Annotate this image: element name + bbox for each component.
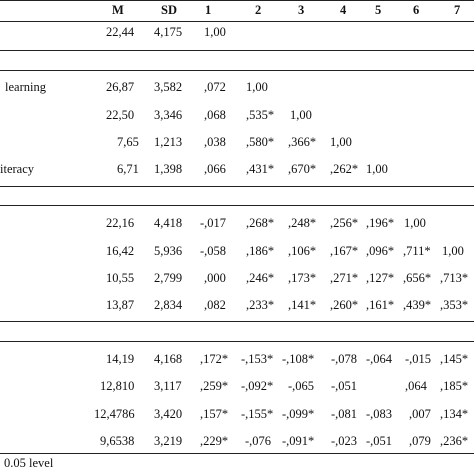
- cell-mean: 13,87: [106, 298, 135, 312]
- cell-corr-6: ,656*: [403, 271, 432, 285]
- cell-corr-3: ,106*: [288, 244, 317, 258]
- col-header-m: M: [112, 3, 124, 17]
- cell-mean: 22,16: [106, 216, 135, 230]
- cell-corr-4: -,078: [331, 352, 358, 366]
- cell-corr-2: ,268*: [246, 216, 275, 230]
- cell-corr-2: -,153*: [241, 352, 274, 366]
- cell-mean: 7,65: [117, 135, 139, 149]
- cell-corr-3: ,141*: [288, 298, 317, 312]
- cell-corr-4: ,271*: [330, 271, 359, 285]
- cell-corr-6: ,079: [409, 434, 431, 448]
- cell-corr-1: -,058: [200, 244, 227, 258]
- cell-sd: 1,398: [154, 162, 183, 176]
- cell-corr-3: 1,00: [290, 108, 312, 122]
- table-row: [0, 241, 474, 261]
- cell-corr-5: ,127*: [366, 271, 395, 285]
- cell-mean: 12,4786: [94, 407, 135, 421]
- section-rule: [0, 186, 474, 187]
- cell-sd: 2,799: [154, 271, 183, 285]
- cell-mean: 9,6538: [100, 434, 135, 448]
- cell-sd: 3,582: [154, 80, 183, 94]
- section-rule: [0, 50, 474, 51]
- cell-corr-6: 1,00: [404, 216, 426, 230]
- cell-corr-5: -,064: [366, 352, 393, 366]
- section-rule: [0, 341, 474, 342]
- cell-corr-2: ,186*: [246, 244, 275, 258]
- cell-corr-1: ,157*: [200, 407, 229, 421]
- cell-sd: 5,936: [154, 244, 183, 258]
- cell-corr-3: -,108*: [282, 352, 315, 366]
- cell-corr-2: ,246*: [246, 271, 275, 285]
- cell-corr-1: ,229*: [200, 434, 229, 448]
- cell-corr-4: -,081: [331, 407, 358, 421]
- cell-mean: 22,50: [106, 108, 135, 122]
- cell-corr-5: ,064: [405, 379, 427, 393]
- cell-corr-2: 1,00: [246, 80, 268, 94]
- col-header-4: 4: [340, 3, 347, 17]
- cell-corr-1: ,082: [204, 298, 226, 312]
- section-rule: [0, 205, 474, 206]
- cell-corr-7: ,236*: [440, 434, 469, 448]
- table-row: [0, 268, 474, 288]
- footnote: 0.05 level: [4, 456, 54, 470]
- table-header-row: [0, 0, 474, 20]
- cell-corr-7: ,353*: [440, 298, 469, 312]
- cell-corr-4: ,262*: [330, 162, 359, 176]
- cell-corr-5: -,051: [366, 434, 393, 448]
- cell-mean: 26,87: [106, 80, 135, 94]
- cell-corr-2: ,431*: [246, 162, 275, 176]
- col-header-6: 6: [413, 3, 420, 17]
- col-header-7: 7: [454, 3, 461, 17]
- cell-corr-7: ,134*: [440, 407, 469, 421]
- cell-corr-2: ,535*: [246, 108, 275, 122]
- cell-corr-3: ,366*: [288, 135, 317, 149]
- cell-sd: 4,175: [154, 25, 183, 39]
- bottom-rule: [0, 453, 474, 454]
- cell-sd: 3,346: [154, 108, 183, 122]
- cell-sd: 3,219: [154, 434, 183, 448]
- cell-mean: 22,44: [106, 25, 135, 39]
- cell-sd: 2,834: [154, 298, 183, 312]
- cell-corr-7: 1,00: [442, 244, 464, 258]
- cell-corr-3: -,065: [288, 379, 315, 393]
- cell-corr-2: ,580*: [246, 135, 275, 149]
- cell-corr-5: 1,00: [366, 162, 388, 176]
- cell-corr-5: ,196*: [366, 216, 395, 230]
- cell-mean: 14,19: [106, 352, 135, 366]
- cell-corr-3: -,091*: [282, 434, 315, 448]
- col-header-1: 1: [205, 3, 212, 17]
- cell-corr-3: ,248*: [288, 216, 317, 230]
- row-label: learning: [5, 80, 46, 94]
- col-header-sd: SD: [161, 3, 177, 17]
- cell-corr-6: ,185*: [440, 379, 469, 393]
- row-label: iteracy: [0, 162, 35, 176]
- cell-sd: 3,117: [154, 379, 182, 393]
- cell-corr-2: -,155*: [241, 407, 274, 421]
- section-rule: [0, 321, 474, 322]
- table-row: [0, 22, 474, 42]
- cell-corr-4: 1,00: [330, 135, 352, 149]
- table-row: [0, 159, 474, 179]
- table-row: [0, 77, 474, 97]
- cell-corr-6: ,711*: [403, 244, 431, 258]
- table-row: [0, 404, 474, 424]
- cell-corr-1: ,000: [204, 271, 226, 285]
- cell-corr-4: -,051: [331, 379, 358, 393]
- cell-corr-3: ,670*: [288, 162, 317, 176]
- cell-corr-4: ,260*: [330, 298, 359, 312]
- table-row: [0, 132, 474, 152]
- cell-corr-2: -,092*: [241, 379, 274, 393]
- table-row: [0, 349, 474, 369]
- cell-corr-1: ,259*: [200, 379, 229, 393]
- table-row: [0, 295, 474, 315]
- cell-corr-5: -,083: [366, 407, 393, 421]
- cell-corr-7: ,145*: [440, 352, 469, 366]
- cell-corr-1: ,038: [204, 135, 226, 149]
- table-row: [0, 431, 474, 451]
- cell-sd: 3,420: [154, 407, 183, 421]
- cell-corr-4: -,023: [331, 434, 358, 448]
- table-row: [0, 105, 474, 125]
- cell-corr-1: 1,00: [204, 25, 226, 39]
- cell-mean: 12,810: [100, 379, 135, 393]
- cell-corr-1: ,172*: [200, 352, 229, 366]
- cell-corr-2: -,076: [245, 434, 272, 448]
- col-header-5: 5: [375, 3, 382, 17]
- table-row: [0, 213, 474, 233]
- cell-corr-6: -,015: [405, 352, 432, 366]
- section-rule: [0, 70, 474, 71]
- cell-corr-6: ,007: [409, 407, 431, 421]
- cell-corr-6: ,439*: [403, 298, 432, 312]
- cell-corr-3: ,173*: [288, 271, 317, 285]
- cell-corr-1: ,072: [204, 80, 226, 94]
- table-row: [0, 376, 474, 396]
- cell-corr-1: ,068: [204, 108, 226, 122]
- cell-mean: 16,42: [106, 244, 135, 258]
- cell-corr-4: ,167*: [330, 244, 359, 258]
- cell-sd: 1,213: [154, 135, 183, 149]
- cell-corr-4: ,256*: [330, 216, 359, 230]
- cell-corr-7: ,713*: [440, 271, 469, 285]
- cell-mean: 10,55: [106, 271, 135, 285]
- cell-mean: 6,71: [117, 162, 139, 176]
- cell-corr-5: ,161*: [366, 298, 395, 312]
- cell-corr-3: -,099*: [282, 407, 315, 421]
- cell-corr-5: ,096*: [366, 244, 395, 258]
- cell-sd: 4,418: [154, 216, 183, 230]
- cell-corr-1: ,066: [204, 162, 226, 176]
- cell-corr-2: ,233*: [246, 298, 275, 312]
- cell-sd: 4,168: [154, 352, 183, 366]
- col-header-3: 3: [298, 3, 305, 17]
- cell-corr-1: -,017: [200, 216, 227, 230]
- col-header-2: 2: [255, 3, 262, 17]
